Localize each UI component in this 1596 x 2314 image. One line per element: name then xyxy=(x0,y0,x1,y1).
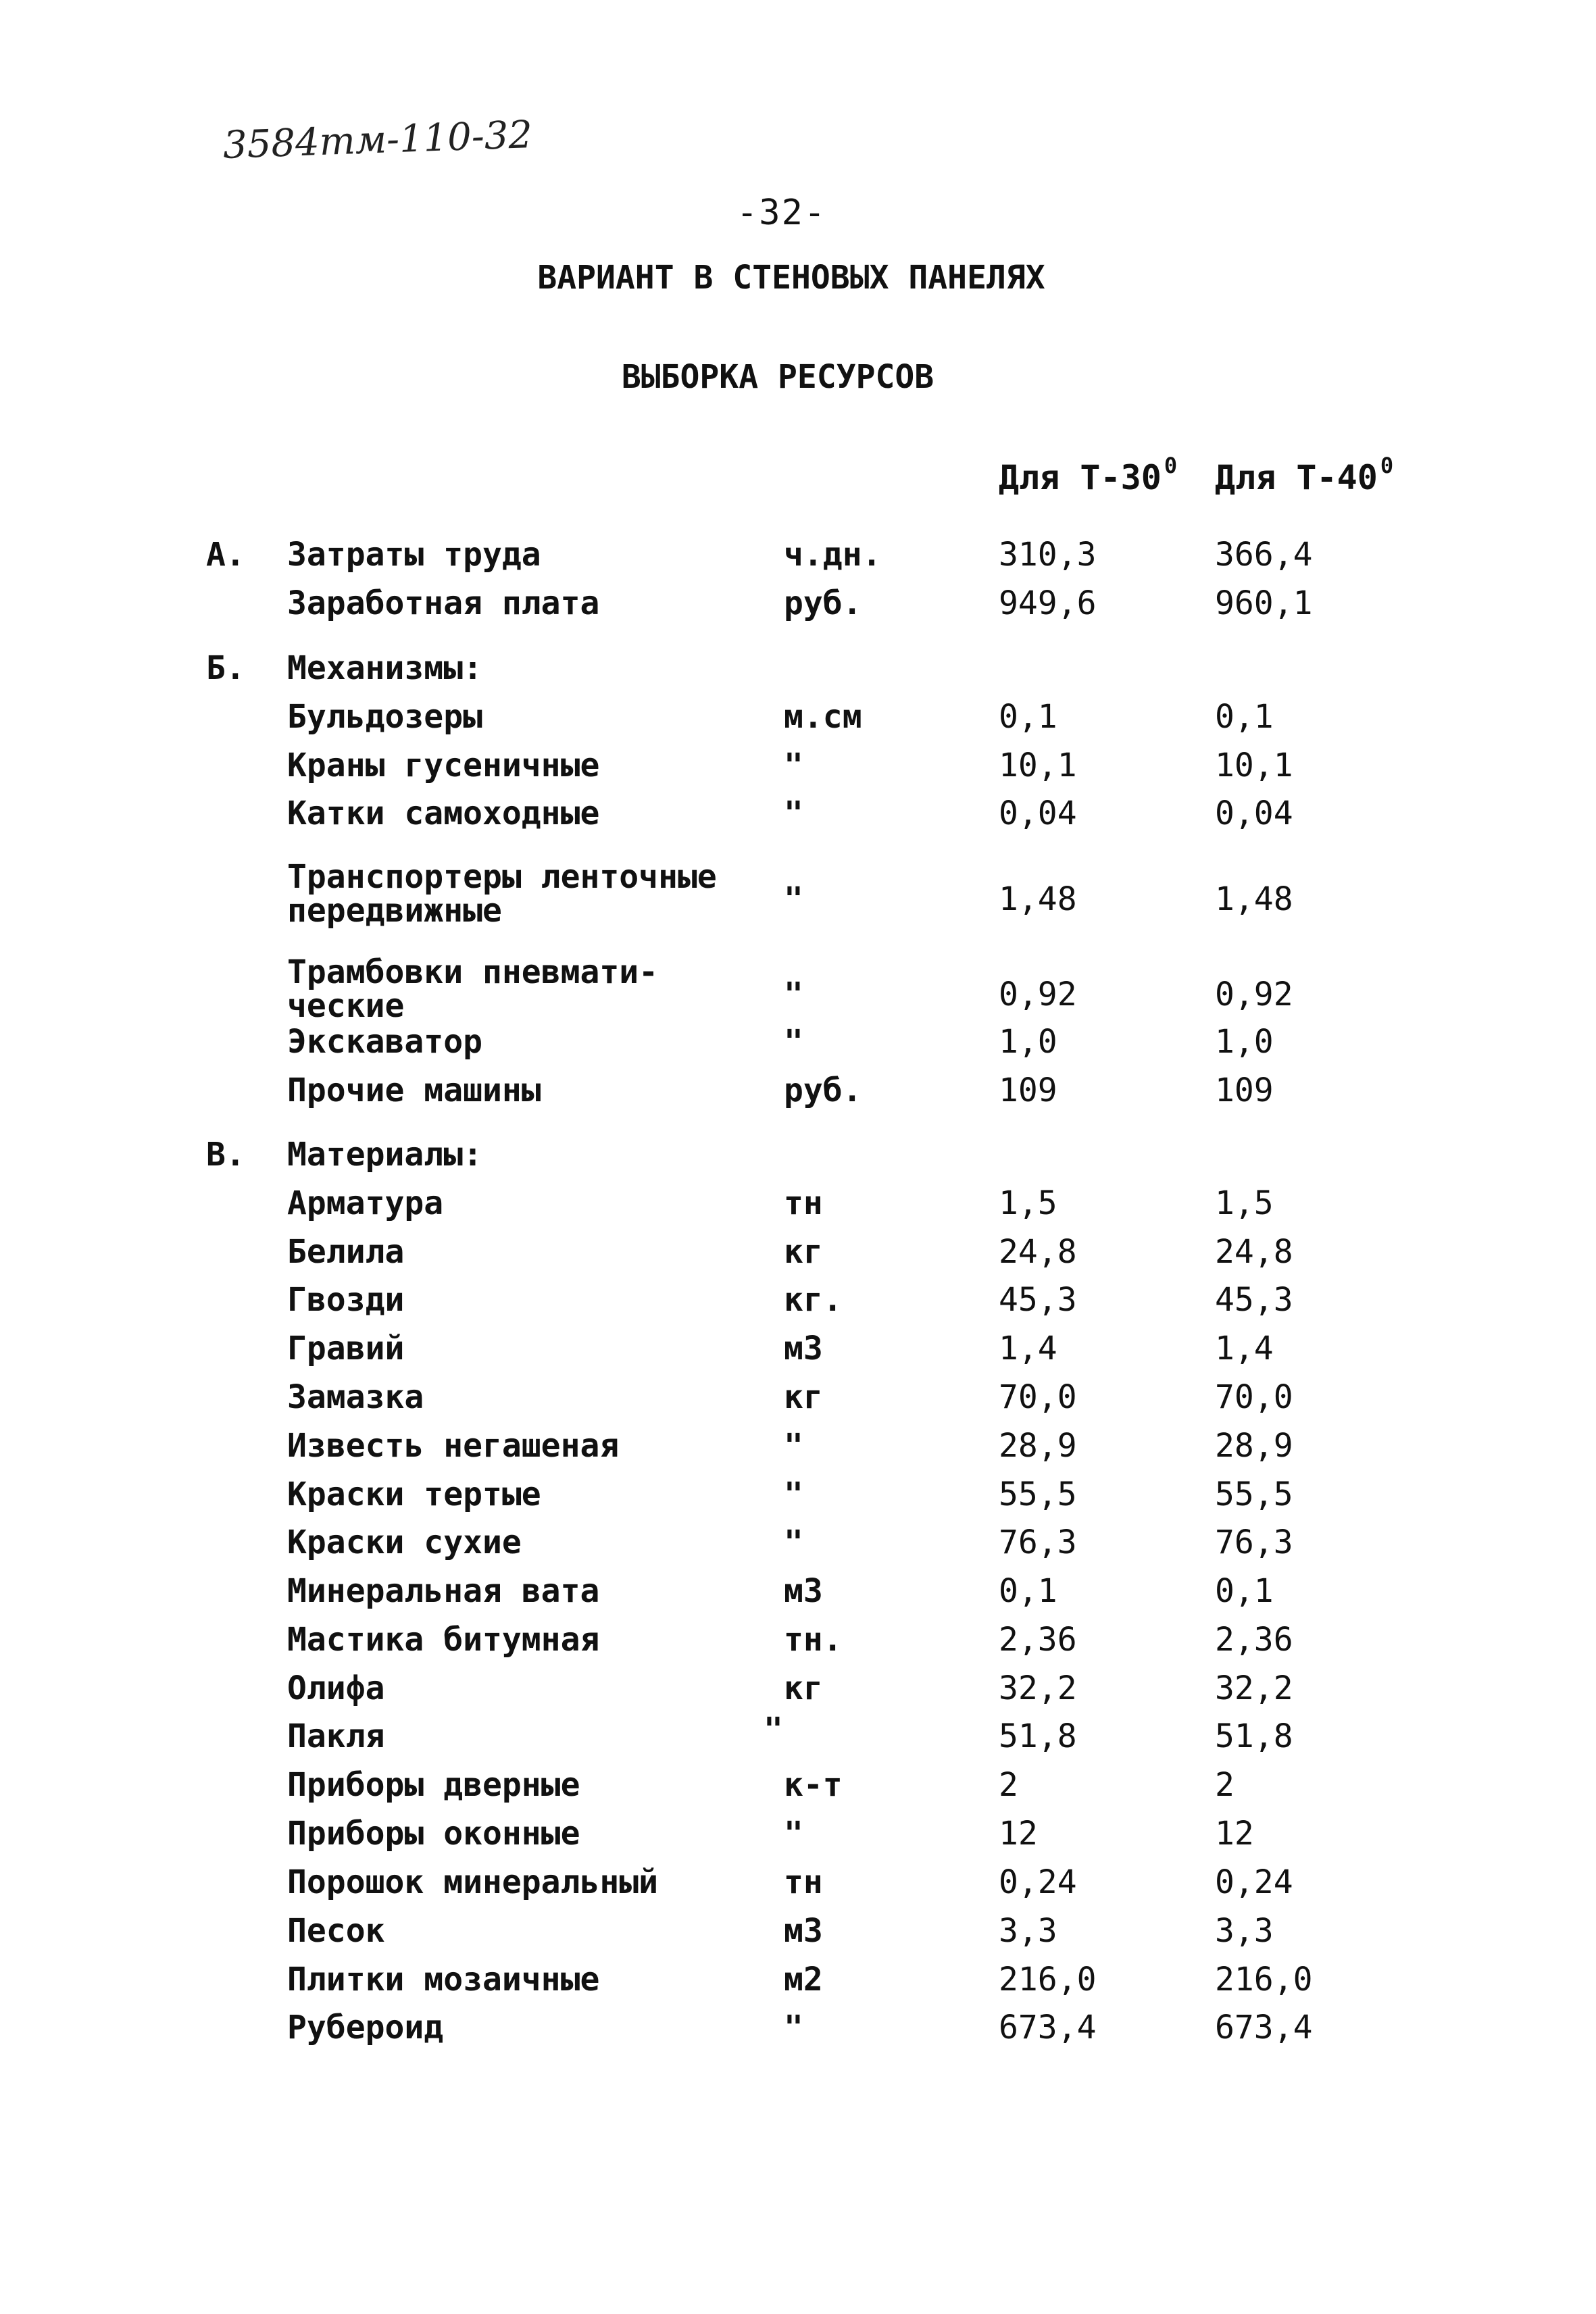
value-t30: 45,3 xyxy=(999,1281,1077,1319)
document-subtitle: ВЫБОРКА РЕСУРСОВ xyxy=(621,358,934,396)
resource-unit: ч.дн. xyxy=(784,536,882,574)
resource-unit: м3 xyxy=(784,1330,823,1367)
value-t30: 2 xyxy=(999,1766,1018,1804)
resource-name: Гравий xyxy=(287,1330,405,1367)
resource-unit: тн xyxy=(784,1184,823,1222)
value-t40: 673,4 xyxy=(1215,2009,1313,2046)
value-t40: 28,9 xyxy=(1215,1427,1293,1465)
column-header-t30 xyxy=(999,453,1177,497)
value-t40: 1,48 xyxy=(1215,880,1293,918)
resource-name: Рубероид xyxy=(287,2009,444,2046)
value-t40: 0,92 xyxy=(1215,976,1293,1013)
value-t30: 1,5 xyxy=(999,1184,1057,1222)
resource-name: Пакля xyxy=(287,1717,385,1755)
column-header-t30-degree: 0 xyxy=(1164,453,1178,478)
resource-name: Краски сухие xyxy=(287,1524,522,1561)
value-t40: 0,24 xyxy=(1215,1863,1293,1901)
value-t40: 45,3 xyxy=(1215,1281,1293,1319)
value-t30: 1,4 xyxy=(999,1330,1057,1367)
section-letter: Б. xyxy=(206,649,245,687)
resource-name: Замазка xyxy=(287,1378,424,1416)
resource-unit: руб. xyxy=(784,584,862,622)
resource-unit: " xyxy=(764,1711,783,1749)
value-t40: 24,8 xyxy=(1215,1233,1293,1271)
column-header-t40-degree: 0 xyxy=(1380,453,1394,478)
value-t40: 1,5 xyxy=(1215,1184,1274,1222)
resource-unit: " xyxy=(784,795,803,832)
resource-name: Материалы: xyxy=(287,1136,482,1174)
resource-unit: " xyxy=(784,880,803,918)
value-t30: 10,1 xyxy=(999,747,1077,784)
resource-name: Олифа xyxy=(287,1669,385,1707)
resource-unit: м2 xyxy=(784,1961,823,1998)
resource-name: Минеральная вата xyxy=(287,1572,600,1610)
value-t40: 32,2 xyxy=(1215,1669,1293,1707)
column-header-t40 xyxy=(1215,453,1393,497)
value-t40: 366,4 xyxy=(1215,536,1313,574)
resource-name: Транспортеры ленточные передвижные xyxy=(287,858,717,930)
resource-unit: " xyxy=(784,1427,803,1465)
value-t40: 55,5 xyxy=(1215,1476,1293,1513)
resource-name: Порошок минеральный xyxy=(287,1863,659,1901)
resource-unit: кг xyxy=(784,1669,823,1707)
resource-unit: " xyxy=(784,1023,803,1061)
value-t40: 109 xyxy=(1215,1072,1274,1109)
resource-name: Мастика битумная xyxy=(287,1621,600,1659)
resource-unit: " xyxy=(784,747,803,784)
section-letter: А. xyxy=(206,536,245,574)
value-t30: 0,24 xyxy=(999,1863,1077,1901)
resource-name: Приборы оконные xyxy=(287,1815,580,1853)
resource-unit: кг xyxy=(784,1378,823,1416)
value-t30: 0,04 xyxy=(999,795,1077,832)
value-t40: 216,0 xyxy=(1215,1961,1313,1998)
resource-unit: кг xyxy=(784,1233,823,1271)
resource-name: Механизмы: xyxy=(287,649,482,687)
value-t30: 3,3 xyxy=(999,1912,1057,1950)
value-t40: 0,04 xyxy=(1215,795,1293,832)
value-t40: 0,1 xyxy=(1215,698,1274,736)
resource-unit: тн xyxy=(784,1863,823,1901)
resource-name: Песок xyxy=(287,1912,385,1950)
resource-name: Гвозди xyxy=(287,1281,405,1319)
resource-unit: к-т xyxy=(784,1766,843,1804)
value-t30: 24,8 xyxy=(999,1233,1077,1271)
resource-unit: " xyxy=(784,2009,803,2046)
resource-name: Белила xyxy=(287,1233,405,1271)
value-t30: 0,92 xyxy=(999,976,1077,1013)
value-t30: 109 xyxy=(999,1072,1057,1109)
resource-unit: м.см xyxy=(784,698,862,736)
resource-name: Известь негашеная xyxy=(287,1427,620,1465)
value-t30: 28,9 xyxy=(999,1427,1077,1465)
resource-name: Катки самоходные xyxy=(287,795,600,832)
value-t30: 949,6 xyxy=(999,584,1097,622)
value-t40: 76,3 xyxy=(1215,1524,1293,1561)
value-t30: 216,0 xyxy=(999,1961,1097,1998)
resource-name: Приборы дверные xyxy=(287,1766,580,1804)
resource-name: Трамбовки пневмати- ческие xyxy=(287,953,659,1026)
value-t30: 310,3 xyxy=(999,536,1097,574)
section-letter: В. xyxy=(206,1136,245,1174)
value-t30: 76,3 xyxy=(999,1524,1077,1561)
resource-name: Бульдозеры xyxy=(287,698,482,736)
value-t40: 3,3 xyxy=(1215,1912,1274,1950)
value-t40: 2 xyxy=(1215,1766,1235,1804)
value-t30: 1,0 xyxy=(999,1023,1057,1061)
value-t30: 55,5 xyxy=(999,1476,1077,1513)
value-t40: 1,0 xyxy=(1215,1023,1274,1061)
value-t40: 1,4 xyxy=(1215,1330,1274,1367)
value-t40: 70,0 xyxy=(1215,1378,1293,1416)
resource-name: Краны гусеничные xyxy=(287,747,600,784)
resource-name: Плитки мозаичные xyxy=(287,1961,600,1998)
handwritten-document-code: 3584тм-110-32 xyxy=(222,113,534,168)
value-t40: 12 xyxy=(1215,1815,1254,1853)
value-t40: 51,8 xyxy=(1215,1717,1293,1755)
resource-unit: кг. xyxy=(784,1281,843,1319)
resource-unit: тн. xyxy=(784,1621,843,1659)
value-t40: 960,1 xyxy=(1215,584,1313,622)
value-t30: 1,48 xyxy=(999,880,1077,918)
column-header-t30-label: Для Т-30 xyxy=(999,458,1162,497)
resource-unit: м3 xyxy=(784,1572,823,1610)
resource-unit: " xyxy=(784,976,803,1013)
resource-name: Затраты труда xyxy=(287,536,541,574)
resource-unit: " xyxy=(784,1815,803,1853)
resource-name: Краски тертые xyxy=(287,1476,541,1513)
value-t30: 70,0 xyxy=(999,1378,1077,1416)
resource-unit: " xyxy=(784,1476,803,1513)
document-title: ВАРИАНТ В СТЕНОВЫХ ПАНЕЛЯХ xyxy=(537,259,1045,297)
resource-unit: руб. xyxy=(784,1072,862,1109)
value-t30: 673,4 xyxy=(999,2009,1097,2046)
value-t40: 10,1 xyxy=(1215,747,1293,784)
resource-unit: м3 xyxy=(784,1912,823,1950)
page-number: -32- xyxy=(737,193,827,233)
resource-name: Заработная плата xyxy=(287,584,600,622)
value-t40: 2,36 xyxy=(1215,1621,1293,1659)
value-t30: 51,8 xyxy=(999,1717,1077,1755)
value-t30: 12 xyxy=(999,1815,1038,1853)
resource-name: Арматура xyxy=(287,1184,444,1222)
column-header-t40-label: Для Т-40 xyxy=(1215,458,1378,497)
value-t30: 2,36 xyxy=(999,1621,1077,1659)
value-t30: 32,2 xyxy=(999,1669,1077,1707)
value-t40: 0,1 xyxy=(1215,1572,1274,1610)
value-t30: 0,1 xyxy=(999,698,1057,736)
resource-unit: " xyxy=(784,1524,803,1561)
resource-name: Экскаватор xyxy=(287,1023,482,1061)
resource-name: Прочие машины xyxy=(287,1072,541,1109)
value-t30: 0,1 xyxy=(999,1572,1057,1610)
